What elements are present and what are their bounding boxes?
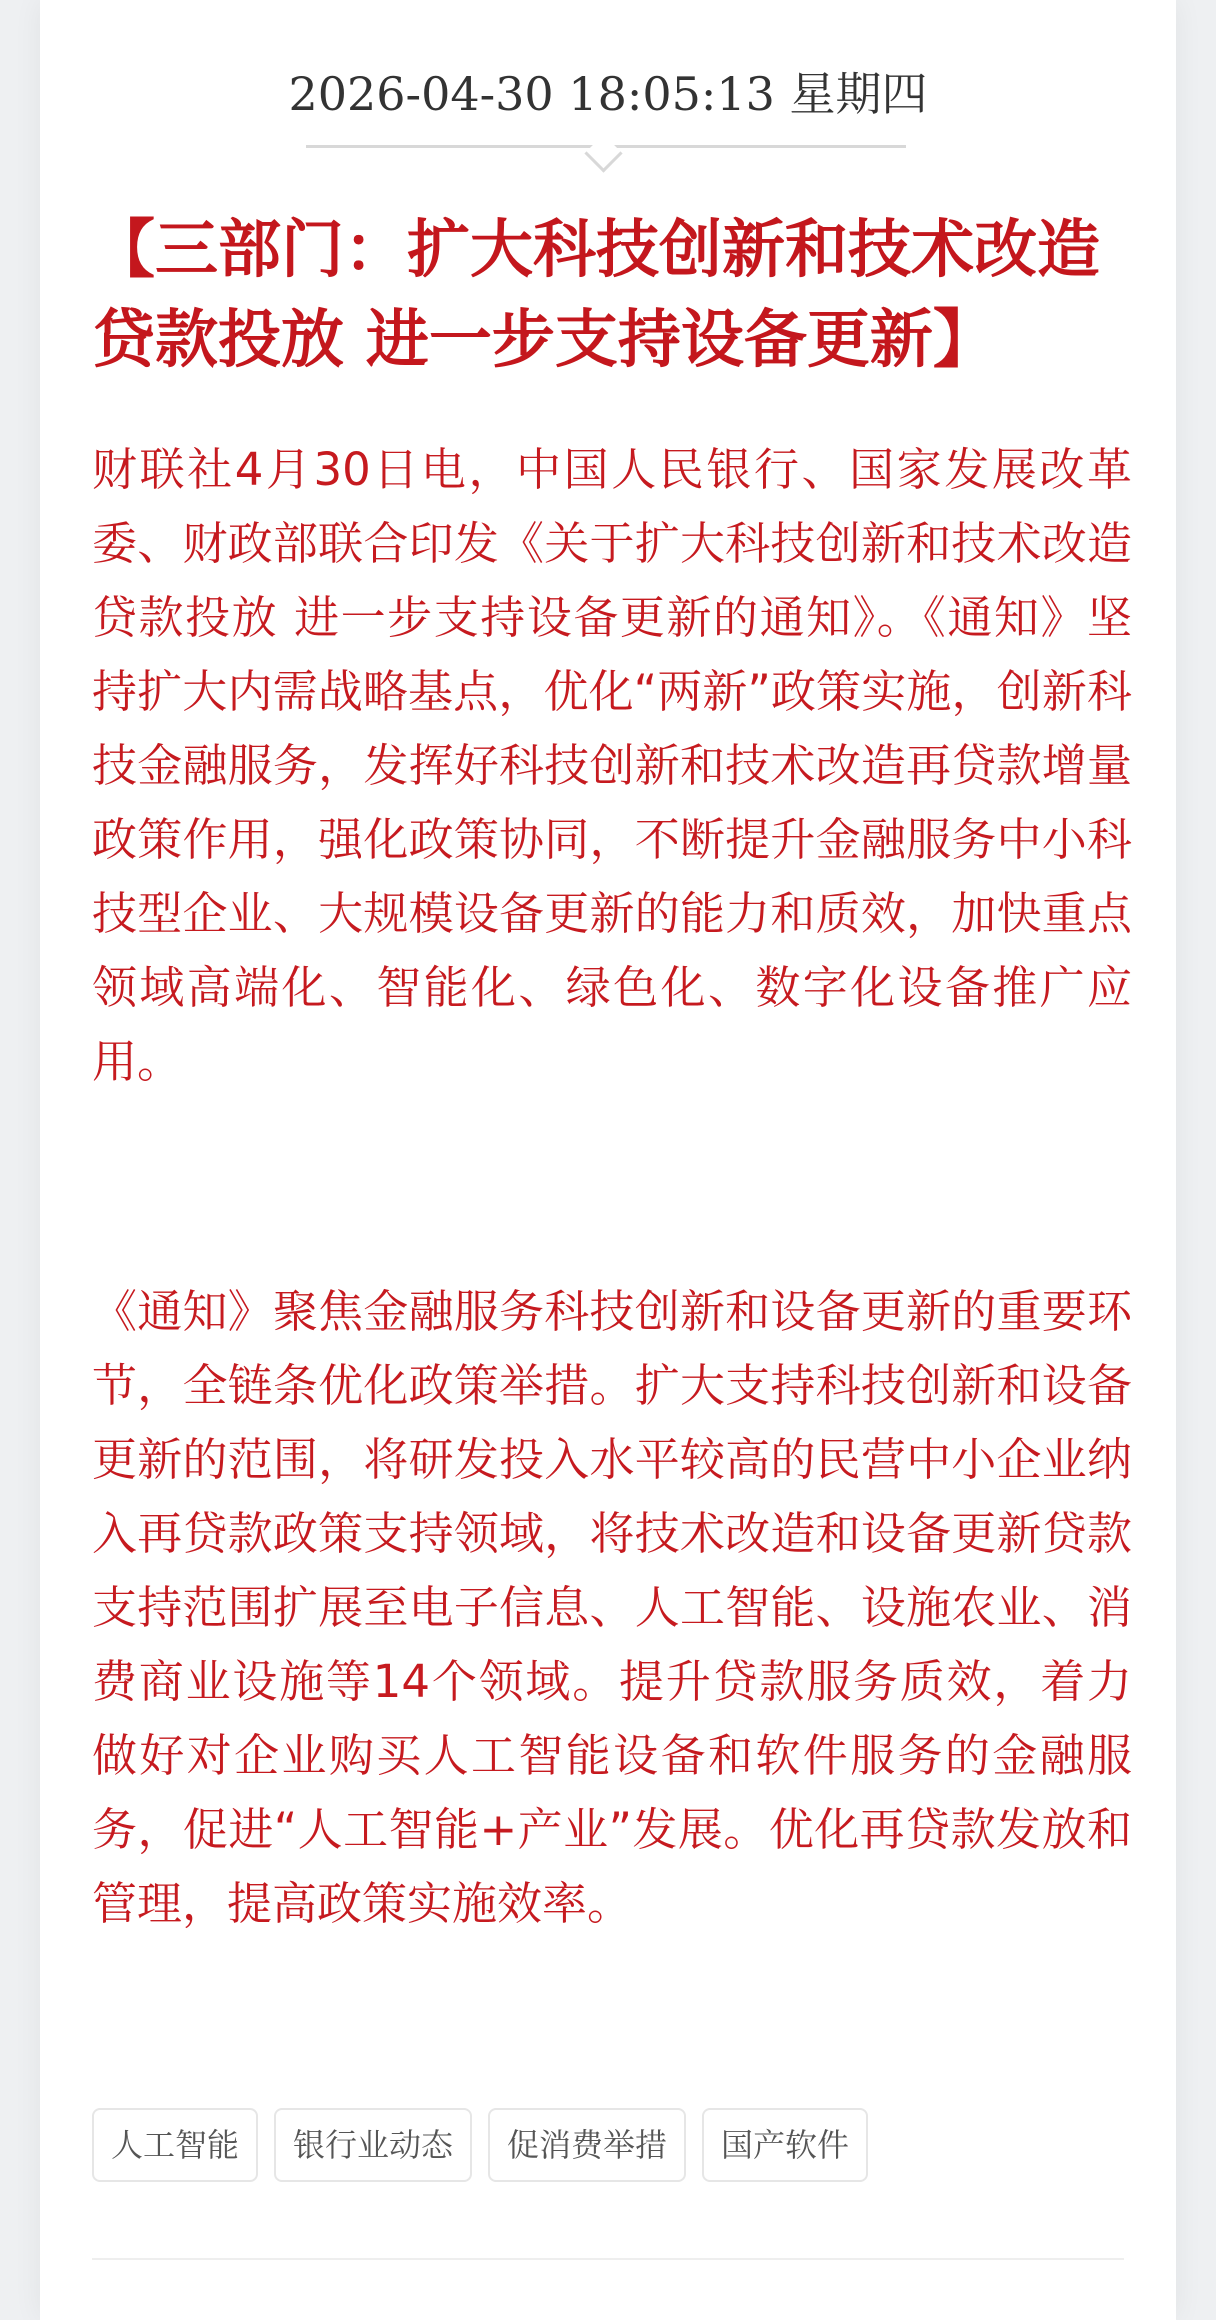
tag-consumption-measures[interactable]: 促消费举措 [488, 2108, 686, 2182]
article-paragraph-2: 《通知》聚焦金融服务科技创新和设备更新的重要环节，全链条优化政策举措。扩大支持科技创新和设备更新的范围，将研发投入水平较高的民营中小企业纳入再贷款政策支持领域，将技术改造和设备更新贷款支持范围扩展至电子信息、人工智能、设施农业、消费商业设施等14个领域。提升贷款服务质效，着力做好对企业购买人工智能设备和软件服务的金融服务，促进“人工智能+产业”发展。优化再贷款发放和管理，提高政策实施效率。 [92, 1285, 1132, 1930]
publish-timestamp: 2026-04-30 18:05:13 星期四 [288, 67, 928, 121]
article-paragraph-1: 财联社4月30日电，中国人民银行、国家发展改革委、财政部联合印发《关于扩大科技创新和技术改造贷款投放 进一步支持设备更新的通知》。《通知》坚持扩大内需战略基点，优化“两新”政策实施，创新科技金融服务，发挥好科技创新和技术改造再贷款增量政策作用，强化政策协同，不断提升金融服务中小科技型企业、大规模设备更新的能力和质效，加快重点领域高端化、智能化、绿色化、数字化设备推广应用。 [92, 443, 1132, 1088]
topic-tag-list [92, 2108, 868, 2182]
timestamp-divider-notch [584, 134, 622, 172]
tag-domestic-software[interactable]: 国产软件 [702, 2108, 868, 2182]
tag-artificial-intelligence[interactable]: 人工智能 [92, 2108, 258, 2182]
article-headline: 【三部门：扩大科技创新和技术改造贷款投放 进一步支持设备更新】 [92, 213, 1100, 376]
tag-banking-news[interactable]: 银行业动态 [274, 2108, 472, 2182]
bottom-divider [92, 2258, 1124, 2260]
article-card [40, 0, 1176, 2320]
